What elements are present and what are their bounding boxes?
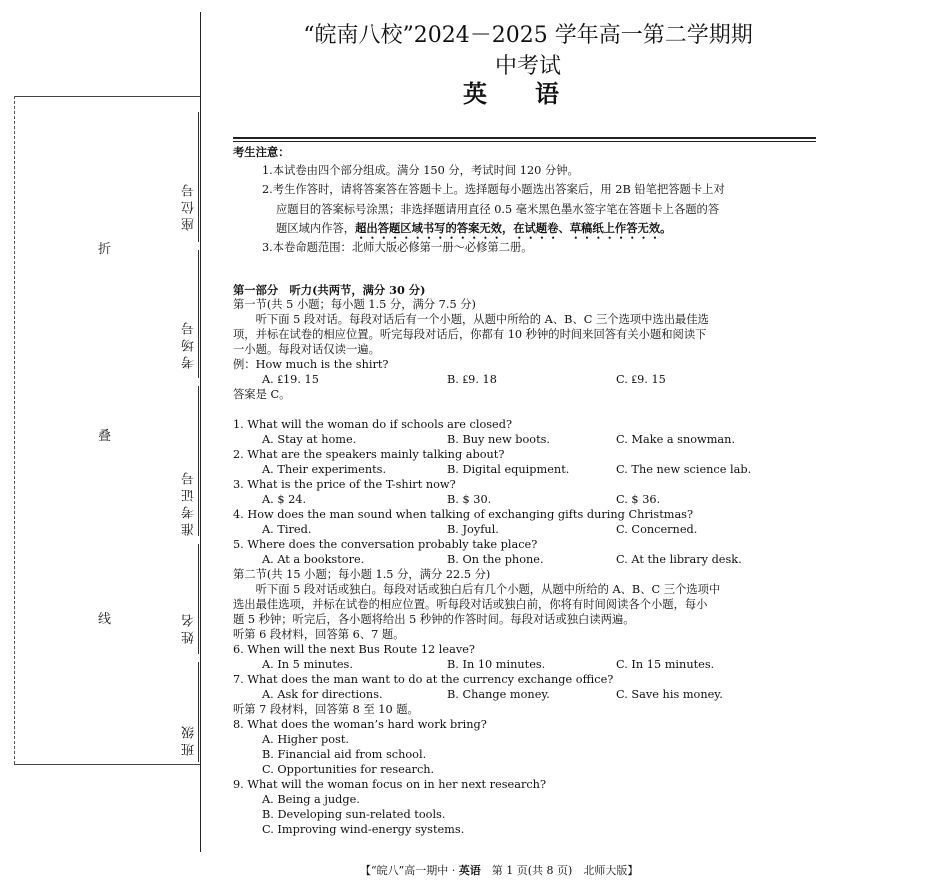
fold-dashed-line [14, 96, 16, 764]
question-1-option-c: C. Make a snowman. [616, 433, 736, 446]
part1-heading: 第一部分 听力(共两节，满分 30 分) [233, 283, 426, 297]
header-rule-thick [233, 137, 816, 139]
footer-right: 第 1 页(共 8 页) 北师大版】 [480, 864, 639, 877]
fold-mark-die: 叠 [98, 429, 112, 444]
example-question: 例：How much is the shirt? [233, 358, 389, 371]
field-admission-number-line[interactable] [198, 386, 199, 536]
question-1-option-b: B. Buy new boots. [447, 433, 551, 446]
section2-instruction-3: 题 5 秒钟；听完后，各小题将给出 5 秒钟的作答时间。每段对话或独白读两遍。 [233, 613, 635, 626]
question-9-option-b: B. Developing sun-related tools. [262, 808, 446, 821]
field-seat-number-line[interactable] [198, 112, 199, 242]
subject-title: 英语 [463, 79, 607, 108]
material-7-note: 听第 7 段材料，回答第 8 至 10 题。 [233, 703, 419, 716]
binding-margin [14, 0, 199, 850]
section1-heading: 第一节(共 5 小题；每小题 1.5 分，满分 7.5 分) [233, 298, 476, 311]
question-8-option-b: B. Financial aid from school. [262, 748, 427, 761]
question-9: 9. What will the woman focus on in her next research? [233, 778, 546, 791]
question-2-option-b: B. Digital equipment. [447, 463, 570, 476]
question-5: 5. Where does the conversation probably take place? [233, 538, 538, 551]
example-answer: 答案是 C。 [233, 388, 291, 401]
question-6-option-a: A. In 5 minutes. [262, 658, 353, 671]
section2-instruction-1: 听下面 5 段对话或独白。每段对话或独白后有几个小题，从题中所给的 A、B、C 三个选项中 [233, 583, 721, 596]
question-4-option-a: A. Tired. [262, 523, 312, 536]
question-4-option-b: B. Joyful. [447, 523, 499, 536]
footer-left: 【“皖八”高一期中 · [360, 864, 459, 877]
field-name: 姓名 [182, 610, 197, 644]
question-6-option-c: C. In 15 minutes. [616, 658, 715, 671]
exam-title: “皖南八校”2024－2025 学年高一第二学期期中考试 [303, 23, 753, 79]
field-class: 班级 [182, 722, 197, 756]
question-3-option-a: A. $ 24. [262, 493, 307, 506]
example-option-c: C. ₤9. 15 [616, 373, 666, 386]
question-9-option-a: A. Being a judge. [262, 793, 360, 806]
question-7-option-b: B. Change money. [447, 688, 550, 701]
question-5-option-a: A. At a bookstore. [262, 553, 365, 566]
fold-mark-xian: 线 [98, 612, 112, 627]
field-seat-number: 座位号 [182, 180, 197, 231]
notice-item-1: 1.本试卷由四个部分组成。满分 150 分，考试时间 120 分钟。 [262, 164, 579, 177]
field-class-line[interactable] [198, 662, 199, 762]
question-9-option-c: C. Improving wind-energy systems. [262, 823, 465, 836]
question-4-option-c: C. Concerned. [616, 523, 698, 536]
question-6-option-b: B. In 10 minutes. [447, 658, 546, 671]
question-1-option-a: A. Stay at home. [262, 433, 357, 446]
notice-item-2-line-1: 2.考生作答时，请将答案答在答题卡上。选择题每小题选出答案后，用 2B 铅笔把答题卡上对 [262, 183, 725, 196]
material-6-note: 听第 6 段材料，回答第 6、7 题。 [233, 628, 405, 641]
question-5-option-c: C. At the library desk. [616, 553, 742, 566]
question-1: 1. What will the woman do if schools are closed? [233, 418, 513, 431]
example-option-b: B. ₤9. 18 [447, 373, 497, 386]
notice-item-2-line-3 [276, 221, 671, 242]
header-rule-thin [233, 141, 816, 142]
field-admission-number: 准考证号 [182, 468, 197, 536]
question-7-option-c: C. Save his money. [616, 688, 723, 701]
notice-item-3: 3.本卷命题范围：北师大版必修第一册～必修第二册。 [262, 241, 533, 254]
notice-item-2-line-2: 应题目的答案标号涂黑；非选择题请用直径 0.5 毫米黑色墨水签字笔在答题卡上各题的答 [276, 203, 720, 216]
question-7: 7. What does the man want to do at the currency exchange office? [233, 673, 614, 686]
field-exam-room: 考场号 [182, 318, 197, 369]
question-6: 6. When will the next Bus Route 12 leave? [233, 643, 475, 656]
page-footer [360, 862, 638, 878]
footer-subject: 英语 [458, 864, 481, 877]
section2-instruction-2: 选出最佳选项，并标在试卷的相应位置。听每段对话或独白前，你将有时间阅读各个小题，每小 [233, 598, 708, 611]
question-2-option-c: C. The new science lab. [616, 463, 752, 476]
section1-instruction-1: 听下面 5 段对话。每段对话后有一个小题，从题中所给的 A、B、C 三个选项中选出最佳选 [233, 313, 709, 326]
question-8-option-a: A. Higher post. [262, 733, 349, 746]
binding-vertical-line [200, 12, 201, 852]
question-8: 8. What does the woman’s hard work bring? [233, 718, 487, 731]
section2-heading: 第二节(共 15 小题；每小题 1.5 分，满分 22.5 分) [233, 568, 491, 581]
binding-bottom-line [14, 764, 200, 765]
question-7-option-a: A. Ask for directions. [262, 688, 383, 701]
question-3-option-c: C. $ 36. [616, 493, 661, 506]
question-3: 3. What is the price of the T-shirt now? [233, 478, 456, 491]
section1-instruction-2: 项，并标在试卷的相应位置。听完每段对话后，你都有 10 秒钟的时间来回答有关小题和阅读下 [233, 328, 707, 341]
notice-emphasis: 超出答题区域书写的答案无效，在试题卷、草稿纸上作答无效。 [355, 221, 672, 235]
field-name-line[interactable] [198, 544, 199, 654]
question-2: 2. What are the speakers mainly talking about? [233, 448, 505, 461]
example-option-a: A. ₤19. 15 [262, 373, 319, 386]
question-8-option-c: C. Opportunities for research. [262, 763, 435, 776]
fold-mark-zhe: 折 [98, 242, 112, 257]
question-3-option-b: B. $ 30. [447, 493, 492, 506]
binding-top-line [14, 96, 200, 97]
question-4: 4. How does the man sound when talking of exchanging gifts during Christmas? [233, 508, 694, 521]
notice-heading: 考生注意： [233, 145, 290, 159]
section1-instruction-3: 一小题。每段对话仅读一遍。 [233, 343, 380, 356]
notice-item-2-line-3-text: 题区域内作答， [276, 222, 356, 235]
question-5-option-b: B. On the phone. [447, 553, 544, 566]
question-2-option-a: A. Their experiments. [262, 463, 387, 476]
field-exam-room-line[interactable] [198, 250, 199, 378]
